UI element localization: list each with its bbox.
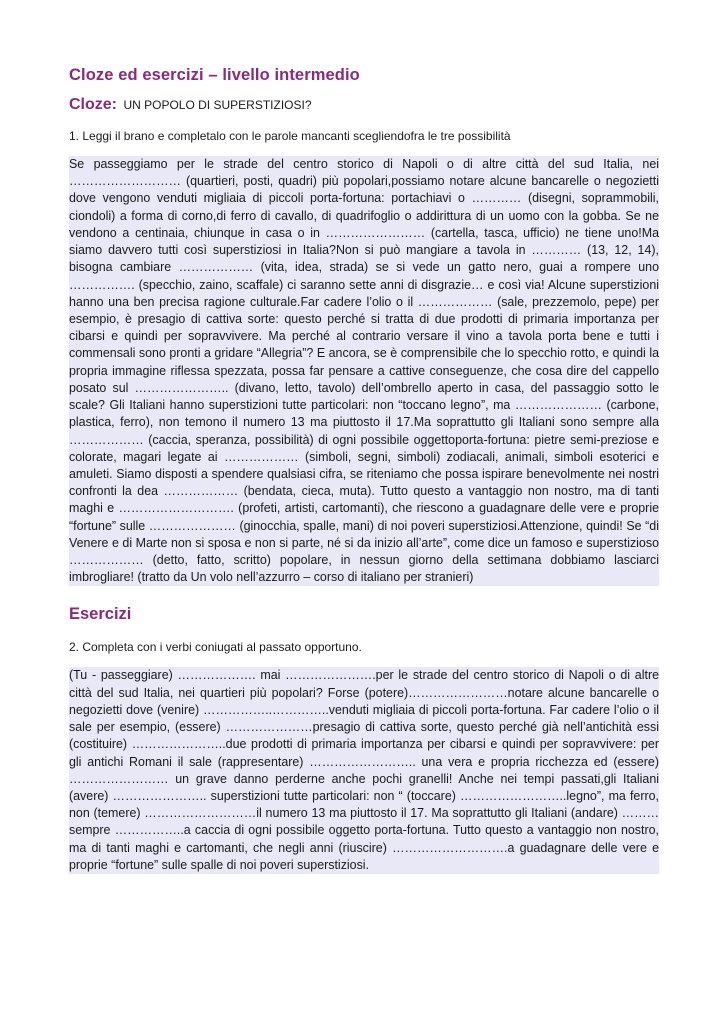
cloze-subtitle: UN POPOLO DI SUPERSTIZIOSI? <box>123 98 312 112</box>
instruction-1: 1. Leggi il brano e completalo con le parole mancanti scegliendofra le tre possibilità <box>69 129 511 143</box>
page-title: Cloze ed esercizi – livello intermedio <box>69 66 360 84</box>
cloze-label: Cloze: <box>69 96 117 113</box>
exercises-title: Esercizi <box>69 605 132 624</box>
cloze-heading <box>69 96 659 114</box>
document-content <box>69 66 659 874</box>
cloze-passage: Se passeggiamo per le strade del centro storico di Napoli o di altre città del sud Italia, nei ……………………… (quartieri, posti, quadri) più popolari,possiamo notare alcune bancarelle o negozietti dove vengono venduti migliaia di piccoli porta-fortuna: portachiavi o ………… (disegni, soprammobili, ciondoli) a forma di corno,di ferro di cavallo, di quadrifoglio o addirittura di un uomo con la gobba. Se ne vendono a centinaia, chiunque in casa o in …………………… (cartella, tasca, ufficio) ne tiene uno!Ma siamo davvero tutti così superstiziosi in Italia?Non si può mangiare a tavola in ………… (13, 12, 14), bisogna cambiare ……………… (vita, idea, strada) se si vede un gatto nero, guai a rompere uno ……………. (specchio, zaino, scaffale) ci saranno sette anni di disgrazie… e così via! Alcune superstizioni hanno una ben precisa ragione culturale.Far cadere l’olio o il ……………… (sale, prezzemolo, pepe) per esempio, è presagio di cattiva sorte: questo perché si tratta di due prodotti di primaria importanza per cibarsi e quindi per sopravvivere. Ma perché al contrario versare il vino a tavola porta bene e tutti i commensali sono pronti a gridare “Allegria”? E ancora, se è comprensibile che lo specchio rotto, e quindi la propria immagine riflessa spezzata, possa far pensare a cattive conseguenze, che cosa dire del cappello posato sul ………………….. (divano, letto, tavolo) dell’ombrello aperto in casa, del passaggio sotto le scale? Gli Italiani hanno superstizioni tutte particolari: non “toccano legno”, ma ………………… (carbone, plastica, ferro), non temono il numero 13 ma piuttosto il 17.Ma soprattutto gli Italiani sono sempre alla ……………… (caccia, speranza, possibilità) di ogni possibile oggettoporta-fortuna: pietre semi-preziose e colorate, magari legate ai ……………… (simboli, segni, simboli) zodiacali, animali, simboli esoterici e amuleti. Siamo disposti a spendere qualsiasi cifra, se riteniamo che possa ispirare benevolmente nei nostri confronti la dea ……………… (bendata, cieca, muta). Tutto questo a vantaggio non nostro, ma di tanti maghi e ………………………. (profeti, artisti, cartomanti), che riescono a guadagnare delle vere e proprie “fortune” sulle ………………… (ginocchia, spalle, mani) di noi poveri superstiziosi.Attenzione, quindi! Se “di Venere e di Marte non si sposa e non si parte, né si da inizio all’arte”, come dice un famoso e superstizioso ……………… (detto, fatto, scritto) popolare, in nessun giorno della settimana dobbiamo lasciarci imbrogliare! (tratto da Un volo nell’azzurro – corso di italiano per stranieri) <box>69 156 659 586</box>
exercise-passage: (Tu - passeggiare) ………………. mai ………………….per le strade del centro storico di Napoli o di altre città del sud Italia, nei quartieri più popolari? Forse (potere)……………………notare alcune bancarelle o negozietti dove (venire) ……………..…………..venduti migliaia di piccoli porta-fortuna. Far cadere l’olio o il sale per esempio, (essere) …………………presagio di cattiva sorte, questo perché già nell’antichità essi (costituire) …………………..due prodotti di primaria importanza per cibarsi e quindi per sopravvivere: per gli antichi Romani il sale (rappresentare) …………………….. una vera e propria ricchezza ed (essere) …………………… un grave danno perderne anche pochi granelli! Anche nei tempi passati,gli Italiani (avere) ………………….. superstizioni tutte particolari: non “ (toccare) ……………………..legno”, ma ferro, non (temere) ………………………il numero 13 ma piuttosto il 17. Ma soprattutto gli Italiani (andare) ……… sempre ……………..a caccia di ogni possibile oggetto porta-fortuna. Tutto questo a vantaggio non nostro, ma di tanti maghi e cartomanti, che negli anni (riuscire) ……………………….a guadagnare delle vere e proprie “fortune” sulle spalle di noi poveri superstiziosi. <box>69 667 659 874</box>
instruction-2: 2. Completa con i verbi coniugati al passato opportuno. <box>69 640 362 655</box>
